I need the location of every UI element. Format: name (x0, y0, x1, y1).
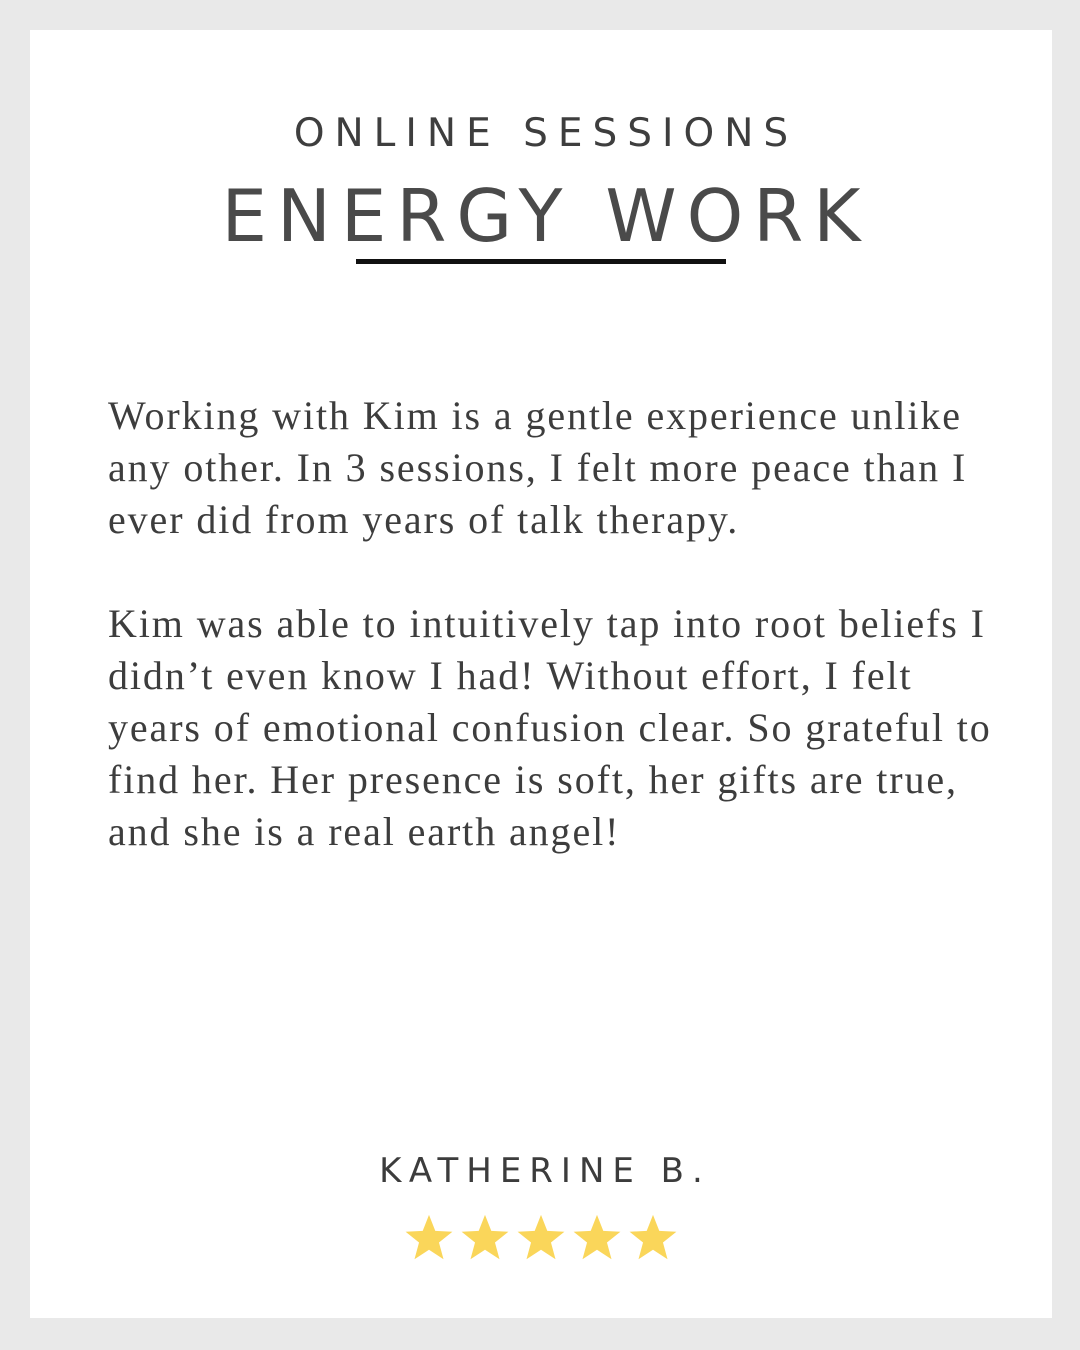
star-icon (515, 1213, 567, 1263)
star-icon (459, 1213, 511, 1263)
testimonial-text (108, 390, 1008, 858)
title-divider (356, 259, 726, 264)
author-name: KATHERINE B. (379, 1151, 711, 1191)
testimonial-paragraph: Working with Kim is a gentle experience unlike any other. In 3 sessions, I felt more peace than I ever did from years of talk therapy. (108, 393, 968, 542)
star-icon (571, 1213, 623, 1263)
testimonial-card (30, 30, 1052, 1318)
star-icon (403, 1213, 455, 1263)
testimonial-paragraph: Kim was able to intuitively tap into root beliefs I didn’t even know I had! Without effort, I felt years of emotional confusion clear. So grateful to find her. Her presence is soft, her gifts are true, and she is a real earth angel! (108, 601, 992, 854)
star-icon (627, 1213, 679, 1263)
page-title: ENERGY WORK (221, 174, 871, 258)
section-kicker: ONLINE SESSIONS (293, 111, 799, 156)
star-rating (30, 1213, 1052, 1263)
